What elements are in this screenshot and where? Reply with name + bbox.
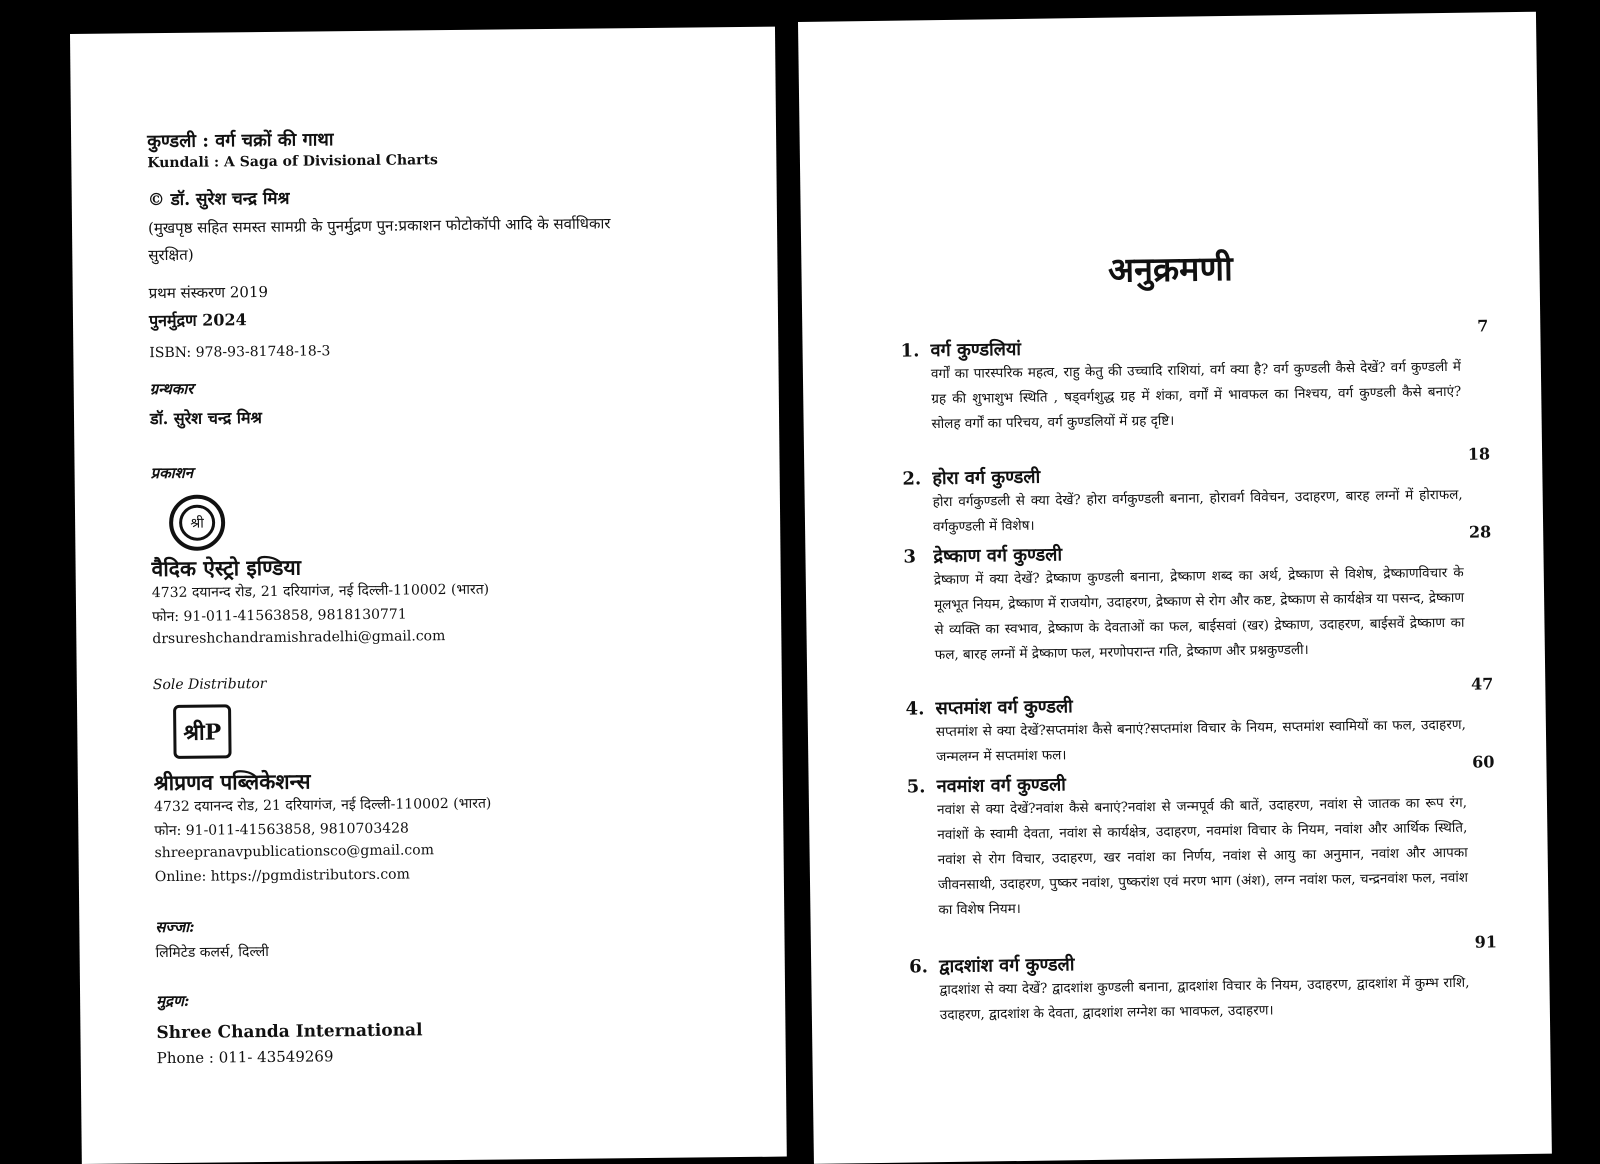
contents-page (798, 12, 1552, 1164)
distributor-name: श्रीप्रणव पब्लिकेशन्स (153, 768, 311, 796)
chapter-number: 2. (902, 468, 922, 490)
chapter-title: नवमांश वर्ग कुण्डली (936, 774, 1067, 798)
chapter-page: 60 (1472, 752, 1495, 772)
chapter-title: द्वादशांश वर्ग कुण्डली (939, 954, 1075, 978)
distributor-phone: फोन: 91-011-41563858, 9810703428 (154, 820, 410, 840)
publisher-email: drsureshchandramishradelhi@gmail.com (152, 628, 446, 648)
publisher-label: प्रकाशन (150, 463, 194, 483)
publisher-address: 4732 दयानन्द रोड, 21 दरियागंज, नई दिल्ली-110002 (भारत) (151, 581, 490, 602)
chapter-title: द्रेष्काण वर्ग कुण्डली (933, 544, 1063, 568)
distributor-label: Sole Distributor (152, 675, 267, 694)
chapter-title: होरा वर्ग कुण्डली (932, 466, 1041, 490)
toc-entry (900, 316, 1489, 438)
distributor-address: 4732 दयानन्द रोड, 21 दरियागंज, नई दिल्ली-110002 (भारत) (154, 795, 492, 816)
chapter-page: 18 (1467, 444, 1491, 464)
english-title: Kundali : A Saga of Divisional Charts (147, 152, 438, 172)
printer-phone: Phone : 011- 43549269 (156, 1047, 334, 1068)
chapter-number: 3 (903, 546, 917, 568)
author-name: डॉ. सुरेश चन्द्र मिश्र (149, 408, 263, 429)
chapter-number: 4. (905, 698, 925, 720)
design-label: सज्जा: (155, 917, 195, 937)
rights-notice: (मुखपृष्ठ सहित समस्त सामग्री के पुनर्मुद्रण पुन:प्रकाशन फोटोकॉपी आदि के सर्वाधिकार सुरक्षित) (147, 214, 611, 265)
chapter-description: होरा वर्गकुण्डली से क्या देखें? होरा वर्गकुण्डली बनाना, होरावर्ग विवेचन, उदाहरण, बारह लग्नों में होराफल, वर्गकुण्डली में विशेष। (932, 486, 1463, 536)
printer-name: Shree Chanda International (156, 1020, 423, 1044)
copyright-page (70, 27, 787, 1164)
chapter-description: नवांश से क्या देखें?नवांश कैसे बनाएं?नवांश से जन्मपूर्व की बातें, उदाहरण, नवांश से जातक का रूप रंग, नवांशों के स्वामी देवता, नवांश से कार्यक्षेत्र, उदाहरण, नवमांश विचार के नियम, नवांश और आर्थिक स्थिति, नवांश से रोग विचार, उदाहरण, खर नवांश का निर्णय, नवांश से आयु का अनुमान, नवांश और आपका जीवनसाथी, उदाहरण, पुष्कर नवांश, पुष्करांश एवं मरण भाग (अंश), लग्न नवांश फल, चन्द्रनवांश फल, नवांश का विशेष नियम। (936, 794, 1469, 919)
chapter-page: 7 (1477, 316, 1489, 336)
distributor-online: Online: https://pgmdistributors.com (154, 866, 410, 886)
chapter-page: 28 (1468, 522, 1492, 542)
chapter-title: वर्ग कुण्डलियां (930, 338, 1022, 362)
author-label: ग्रन्थकार (149, 379, 194, 399)
publisher-phone: फोन: 91-011-41563858, 9818130771 (152, 606, 407, 626)
toc-entry (906, 752, 1495, 924)
toc-entry (909, 932, 1498, 1029)
publisher-logo-text: श्री (179, 505, 215, 541)
reprint: पुनर्मुद्रण 2024 (148, 310, 247, 331)
edition: प्रथम संस्करण 2019 (148, 282, 269, 303)
distributor-email: shreepranavpublicationsco@gmail.com (154, 842, 435, 862)
chapter-description: द्रेष्काण में क्या देखें? द्रेष्काण कुण्डली बनाना, द्रेष्काण शब्द का अर्थ, द्रेष्काण से विशेष, द्रेष्काणविचार के मूलभूत नियम, द्रेष्काण में राजयोग, उदाहरण, द्रेष्काण से रोग और कष्ट, द्रेष्काण से कार्यक्षेत्र या पसन्द, द्रेष्काण से व्यक्ति का स्वभाव, द्रेष्काण के देवताओं का फल, बाईसवां (खर) द्रेष्काण, उदाहरण, बाईसवें द्रेष्काण का फल, बारह लग्नों में द्रेष्काण फल, मरणोपरान्त गति, द्रेष्काण और प्रश्नकुण्डली। (933, 564, 1465, 664)
publisher-logo (169, 494, 226, 551)
toc-title: अनुक्रमणी (1107, 248, 1234, 291)
chapter-number: 6. (909, 956, 929, 978)
publisher-name: वैदिक ऐस्ट्रो इण्डिया (151, 554, 302, 582)
chapter-number: 5. (906, 776, 926, 798)
chapter-description: सप्तमांश से क्या देखें?सप्तमांश कैसे बनाएं?सप्तमांश विचार के नियम, सप्तमांश स्वामियों का फल, उदाहरण, जन्मलग्न में सप्तमांश फल। (935, 716, 1466, 766)
design-value: लिमिटेड कलर्स, दिल्ली (155, 943, 269, 962)
copyright-line: © डॉ. सुरेश चन्द्र मिश्र (147, 188, 290, 211)
toc-entry (903, 522, 1492, 669)
isbn: ISBN: 978-93-81748-18-3 (149, 343, 331, 362)
chapter-description: द्वादशांश से क्या देखें? द्वादशांश कुण्डली बनाना, द्वादशांश विचार के नियम, उदाहरण, द्वादशांश में कुम्भ राशि, उदाहरण, द्वादशांश के देवता, द्वादशांश लग्नेश का भावफल, उदाहरण। (939, 974, 1470, 1024)
print-label: मुद्रण: (156, 991, 190, 1011)
chapter-page: 47 (1470, 674, 1494, 694)
chapter-title: सप्तमांश वर्ग कुण्डली (935, 696, 1073, 720)
hindi-title: कुण्डली : वर्ग चक्रों की गाथा (147, 129, 334, 153)
chapter-number: 1. (900, 340, 920, 362)
chapter-description: वर्गों का पारस्परिक महत्व, राहु केतु की उच्चादि राशियां, वर्ग क्या है? वर्ग कुण्डली कैसे देखें? वर्ग कुण्डली में ग्रह की शुभाशुभ स्थिति , षड्वर्गशुद्ध ग्रह में शंका, वर्गों में भावफल का निश्चय, वर्ग कुण्डली कैसे बनाएं? सोलह वर्गों का परिचय, वर्ग कुण्डलियों में ग्रह दृष्टि। (930, 358, 1462, 433)
distributor-logo: श्रीP (173, 704, 232, 759)
chapter-page: 91 (1474, 932, 1498, 952)
